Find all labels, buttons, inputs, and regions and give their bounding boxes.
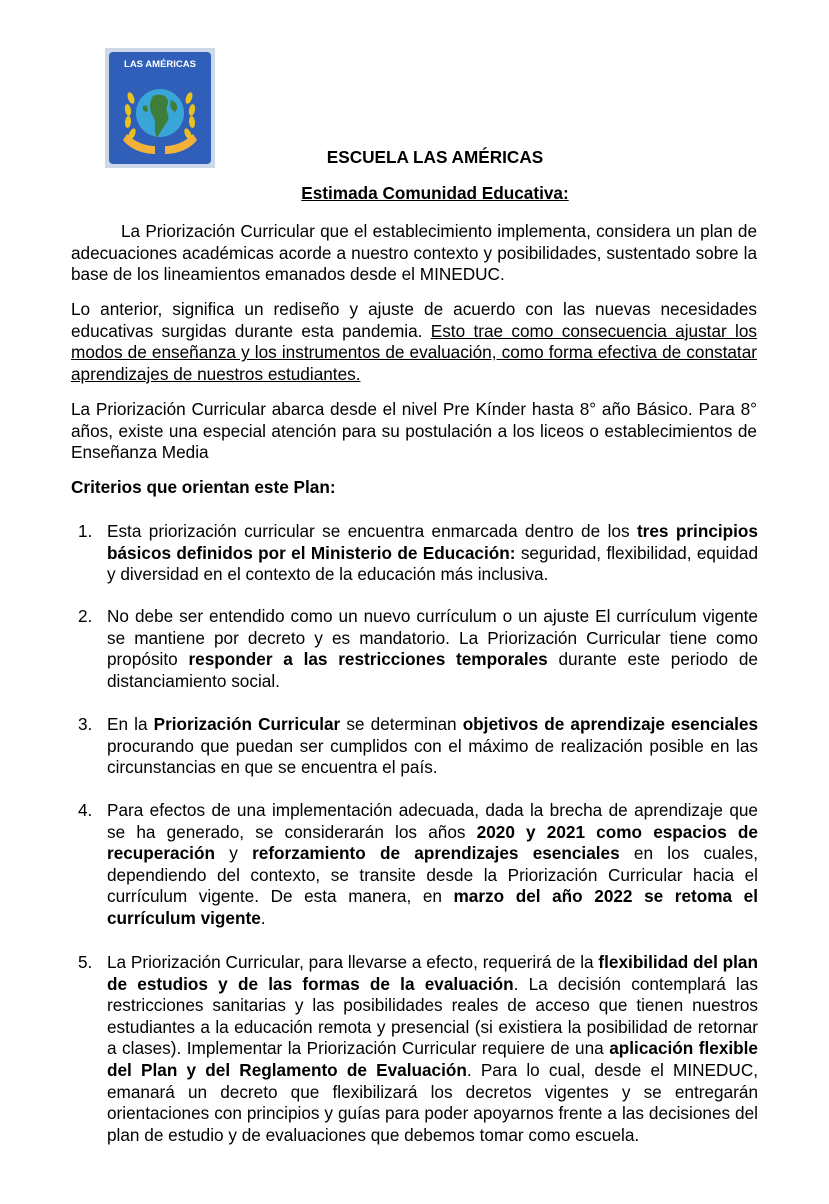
item-text-segment: Para efectos de una implementación adecuada, dada la brecha de aprendizaje que se ha generado, se considerarán los años: [107, 800, 758, 842]
item-text: [107, 714, 758, 779]
item-text-segment: y: [214, 843, 253, 864]
item-text-bold: flexibilidad del plan de estudios y de las formas de la evaluación: [107, 952, 758, 994]
item-text-segment: La Priorización Curricular, para llevarse a efecto, requerirá de la: [107, 952, 599, 972]
item-text-segment: se determinan: [340, 714, 463, 734]
item-number: 3.: [78, 714, 93, 734]
item-text-segment: En la: [107, 714, 154, 734]
criteria-item-5: [78, 952, 758, 1146]
second-paragraph: [71, 299, 757, 385]
item-number: 2.: [78, 606, 93, 626]
item-text-segment: procurando que puedan ser cumplidos con el máximo de realización posible en las circunstancias en que se encuentra el país.: [107, 735, 758, 778]
item-text-segment: en los cuales, dependiendo del contexto, se transite desde la Priorización Curricular hacia el currículum vigente. De esta manera, en: [107, 843, 758, 907]
item-text-bold: marzo del año 2022 se retoma el currículum vigente: [107, 886, 758, 928]
criteria-item-3: [78, 714, 758, 779]
school-title: ESCUELA LAS AMÉRICAS: [326, 147, 544, 167]
item-text: [107, 952, 758, 1146]
item-text-bold: 2020 y 2021 como espacios de recuperación: [107, 821, 758, 864]
item-text-bold: responder a las restricciones temporales: [188, 649, 548, 670]
criteria-item-4: [78, 800, 758, 930]
greeting-heading: Estimada Comunidad Educativa:: [301, 183, 569, 203]
criteria-title: Criterios que orientan este Plan:: [71, 477, 336, 497]
item-number: 5.: [78, 952, 93, 972]
item-text-segment: Esta priorización curricular se encuentra enmarcada dentro de los: [107, 521, 637, 541]
item-text-segment: . La decisión contemplará las restricciones sanitarias y las posibilidades reales de acceso que tienen nuestros estudiantes a la educación remota y presencial (si existiera la posibilidad de retornar a clases). Implementar la Priorización Curricular requiere de una: [107, 973, 758, 1059]
item-text-segment: seguridad, flexibilidad, equidad y diversidad en el contexto de la educación más inclusiva.: [107, 542, 759, 585]
item-text: [107, 800, 758, 930]
item-text: [107, 521, 758, 586]
item-text-bold: Priorización Curricular: [153, 714, 341, 734]
criteria-item-1: [78, 521, 758, 586]
item-text-segment: . Para lo cual, desde el MINEDUC, emanará un decreto que flexibilizará los decretos vigentes y se entregarán orientaciones con principios y guías para poder apoyarnos frente a las decisiones del plan de estudio y de evaluaciones que debemos tomar como escuela.: [107, 1059, 759, 1145]
item-text-segment: durante este periodo de distanciamiento social.: [107, 649, 758, 691]
third-paragraph: La Priorización Curricular abarca desde el nivel Pre Kínder hasta 8° año Básico. Para 8° años, existe una especial atención para su postulación a los liceos o establecimientos de Enseñanza Media: [71, 399, 757, 463]
item-number: 4.: [78, 800, 93, 820]
item-text-segment: .: [260, 907, 266, 928]
item-text-bold: aplicación flexible del Plan y del Reglamento de Evaluación: [107, 1038, 758, 1080]
logo-text: LAS AMÉRICAS: [124, 59, 196, 70]
item-text: [107, 606, 758, 692]
item-text-bold: tres principios básicos definidos por el Ministerio de Educación:: [107, 521, 758, 563]
intro-paragraph: La Priorización Curricular que el establecimiento implementa, considera un plan de adecuaciones académicas acorde a nuestro contexto y posibilidades, sustentado sobre la base de los lineamientos emanados desde el MINEDUC.: [71, 221, 757, 285]
criteria-item-2: [78, 606, 758, 692]
item-text-segment: No debe ser entendido como un nuevo currículum o un ajuste El currículum vigente se mantiene por decreto y es mandatorio. La Priorización Curricular tiene como propósito: [107, 606, 758, 670]
item-number: 1.: [78, 521, 93, 541]
second-paragraph-underlined: Esto trae como consecuencia ajustar los modos de enseñanza y los instrumentos de evaluación, como forma efectiva de constatar aprendizajes de nuestros estudiantes.: [71, 320, 758, 384]
item-text-bold: objetivos de aprendizaje esenciales: [462, 714, 759, 734]
second-paragraph-text: Lo anterior, significa un rediseño y ajuste de acuerdo con las nuevas necesidades educativas surgidas durante esta pandemia.: [71, 299, 757, 341]
item-text-bold: reforzamiento de aprendizajes esenciales: [252, 843, 620, 864]
